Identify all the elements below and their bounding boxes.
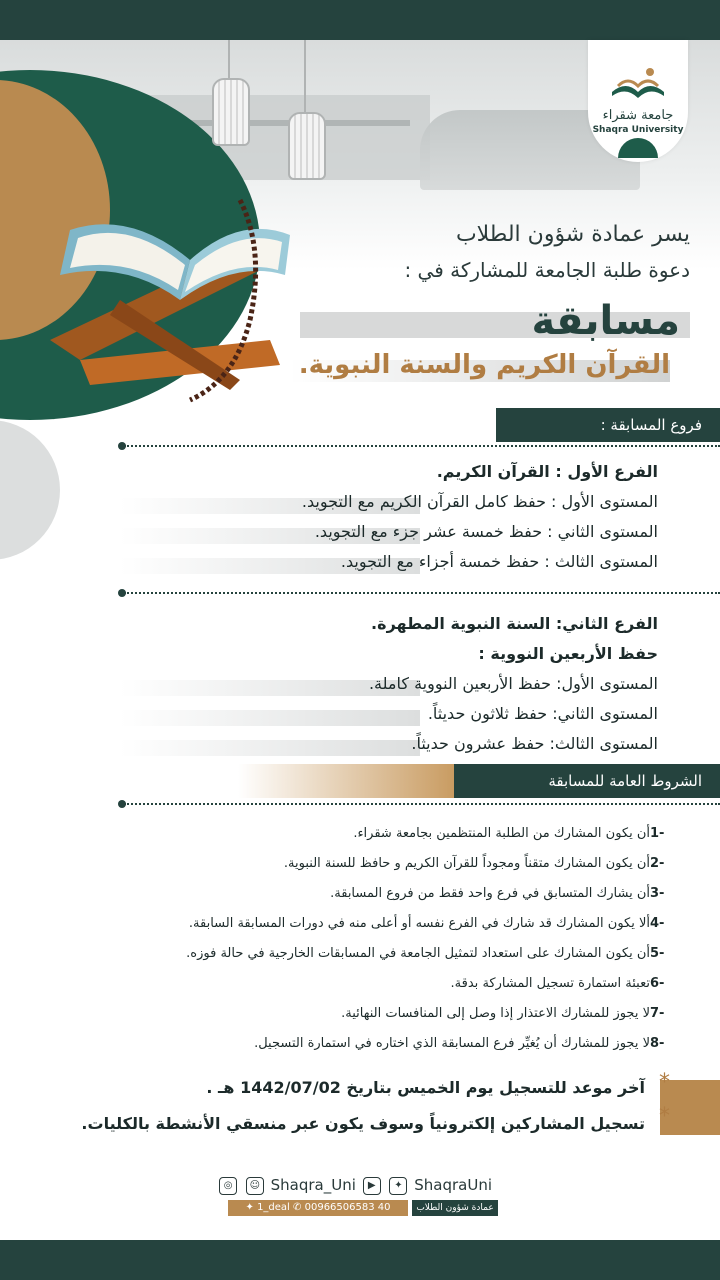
branch1-level3: المستوى الثالث : حفظ خمسة أجزاء مع التجويد. xyxy=(340,552,658,571)
lantern-icon xyxy=(288,112,326,180)
row-fade xyxy=(120,740,420,756)
branch1-level2: المستوى الثاني : حفظ خمسة عشر جزء مع التجويد. xyxy=(314,522,658,541)
contact-handle[interactable]: 1_deal xyxy=(257,1202,290,1213)
contact-phone[interactable]: 00966506583 40 xyxy=(304,1202,391,1213)
conditions-heading: الشروط العامة للمسابقة xyxy=(454,764,720,798)
deadline-note: آخر موعد للتسجيل يوم الخميس بتاريخ 1442/07/02 هـ . xyxy=(206,1078,645,1097)
intro-line-2: دعوة طلبة الجامعة للمشاركة في : xyxy=(404,258,690,282)
condition-text: لا يجوز للمشارك الاعتذار إذا وصل إلى المنافسات النهائية. xyxy=(341,1006,650,1021)
condition-number: -4 xyxy=(650,916,665,931)
branches-heading: فروع المسابقة : xyxy=(496,408,720,442)
instagram-icon[interactable]: ◎ xyxy=(219,1177,237,1195)
condition-text: أن يكون المشارك متقناً ومجوداً للقرآن الكريم و حافظ للسنة النبوية. xyxy=(283,856,650,871)
snapchat-icon[interactable]: ☺ xyxy=(246,1177,264,1195)
intro-line-1: يسر عمادة شؤون الطلاب xyxy=(455,222,690,247)
deanship-label: عمادة شؤون الطلاب xyxy=(412,1200,498,1216)
branch2-level2: المستوى الثاني: حفظ ثلاثون حديثاً. xyxy=(427,704,658,723)
branch2-level3: المستوى الثالث: حفظ عشرون حديثاً. xyxy=(411,734,658,753)
divider-line xyxy=(124,803,720,807)
condition-number: -7 xyxy=(650,1006,665,1021)
lantern-string xyxy=(304,40,306,112)
condition-text: أن يكون المشارك على استعداد لتمثيل الجامعة في المسابقات الخارجية في حالة فوزه. xyxy=(186,946,650,961)
competition-title: مسابقة xyxy=(531,298,680,344)
condition-text: أن يشارك المتسابق في فرع واحد فقط من فروع المسابقة. xyxy=(330,886,650,901)
condition-number: -5 xyxy=(650,946,665,961)
social-handles xyxy=(217,1176,492,1195)
lantern-string xyxy=(228,40,230,78)
divider-line xyxy=(124,445,720,449)
section-fade xyxy=(238,764,454,798)
condition-number: -3 xyxy=(650,886,665,901)
book-logo-icon xyxy=(608,62,668,102)
handle-shaqrauni[interactable]: ShaqraUni xyxy=(414,1176,492,1194)
branch2-title: الفرع الثاني: السنة النبوية المطهرة. xyxy=(371,614,658,633)
condition-number: -8 xyxy=(650,1036,665,1051)
condition-number: -6 xyxy=(650,976,665,991)
logo-arc xyxy=(618,138,658,158)
condition-item xyxy=(186,946,680,961)
lantern-icon xyxy=(212,78,250,146)
condition-item xyxy=(284,856,680,871)
university-logo xyxy=(588,40,688,162)
condition-text: لا يجوز للمشارك أن يُغيِّر فرع المسابقة الذي اختاره في استمارة التسجيل. xyxy=(254,1036,650,1051)
condition-item xyxy=(451,976,680,991)
condition-item xyxy=(330,886,680,901)
row-fade xyxy=(120,710,420,726)
youtube-icon[interactable]: ▶ xyxy=(363,1177,381,1195)
condition-item xyxy=(189,916,680,931)
branch2-level1: المستوى الأول: حفظ الأربعين النووية كاملة. xyxy=(368,674,658,693)
condition-text: تعبئة استمارة تسجيل المشاركة بدقة. xyxy=(450,976,650,991)
top-bar xyxy=(0,0,720,40)
logo-english: Shaqra University xyxy=(592,125,684,135)
contact-strip xyxy=(228,1200,408,1216)
condition-item xyxy=(353,826,680,841)
handle-shaqra-uni[interactable]: Shaqra_Uni xyxy=(270,1176,356,1194)
twitter-icon[interactable]: ✦ xyxy=(389,1177,407,1195)
branch1-level1: المستوى الأول : حفظ كامل القرآن الكريم مع التجويد. xyxy=(301,492,658,511)
branch1-title: الفرع الأول : القرآن الكريم. xyxy=(436,462,658,481)
twitter-icon: ✦ xyxy=(245,1202,254,1213)
quran-stand-icon xyxy=(40,190,300,410)
condition-item xyxy=(341,1006,680,1021)
bottom-bar xyxy=(0,1240,720,1280)
asterisk-icon: * xyxy=(659,1104,670,1129)
gray-decor-arc xyxy=(0,420,60,560)
branch2-subtitle: حفظ الأربعين النووية : xyxy=(478,644,658,663)
condition-number: -2 xyxy=(650,856,665,871)
condition-text: ألا يكون المشارك قد شارك في الفرع نفسه أو أعلى منه في دورات المسابقة السابقة. xyxy=(188,916,650,931)
condition-number: -1 xyxy=(650,826,665,841)
divider-line xyxy=(124,592,720,596)
logo-arabic: جامعة شقراء xyxy=(602,108,674,123)
registration-note: تسجيل المشاركين إلكترونياً وسوف يكون عبر منسقي الأنشطة بالكليات. xyxy=(81,1114,645,1133)
asterisk-icon: * xyxy=(659,1070,670,1095)
competition-subtitle: القرآن الكريم والسنة النبوية. xyxy=(298,350,670,380)
condition-item xyxy=(254,1036,680,1051)
condition-text: أن يكون المشارك من الطلبة المنتظمين بجامعة شقراء. xyxy=(353,826,650,841)
whatsapp-icon: ✆ xyxy=(293,1202,302,1213)
